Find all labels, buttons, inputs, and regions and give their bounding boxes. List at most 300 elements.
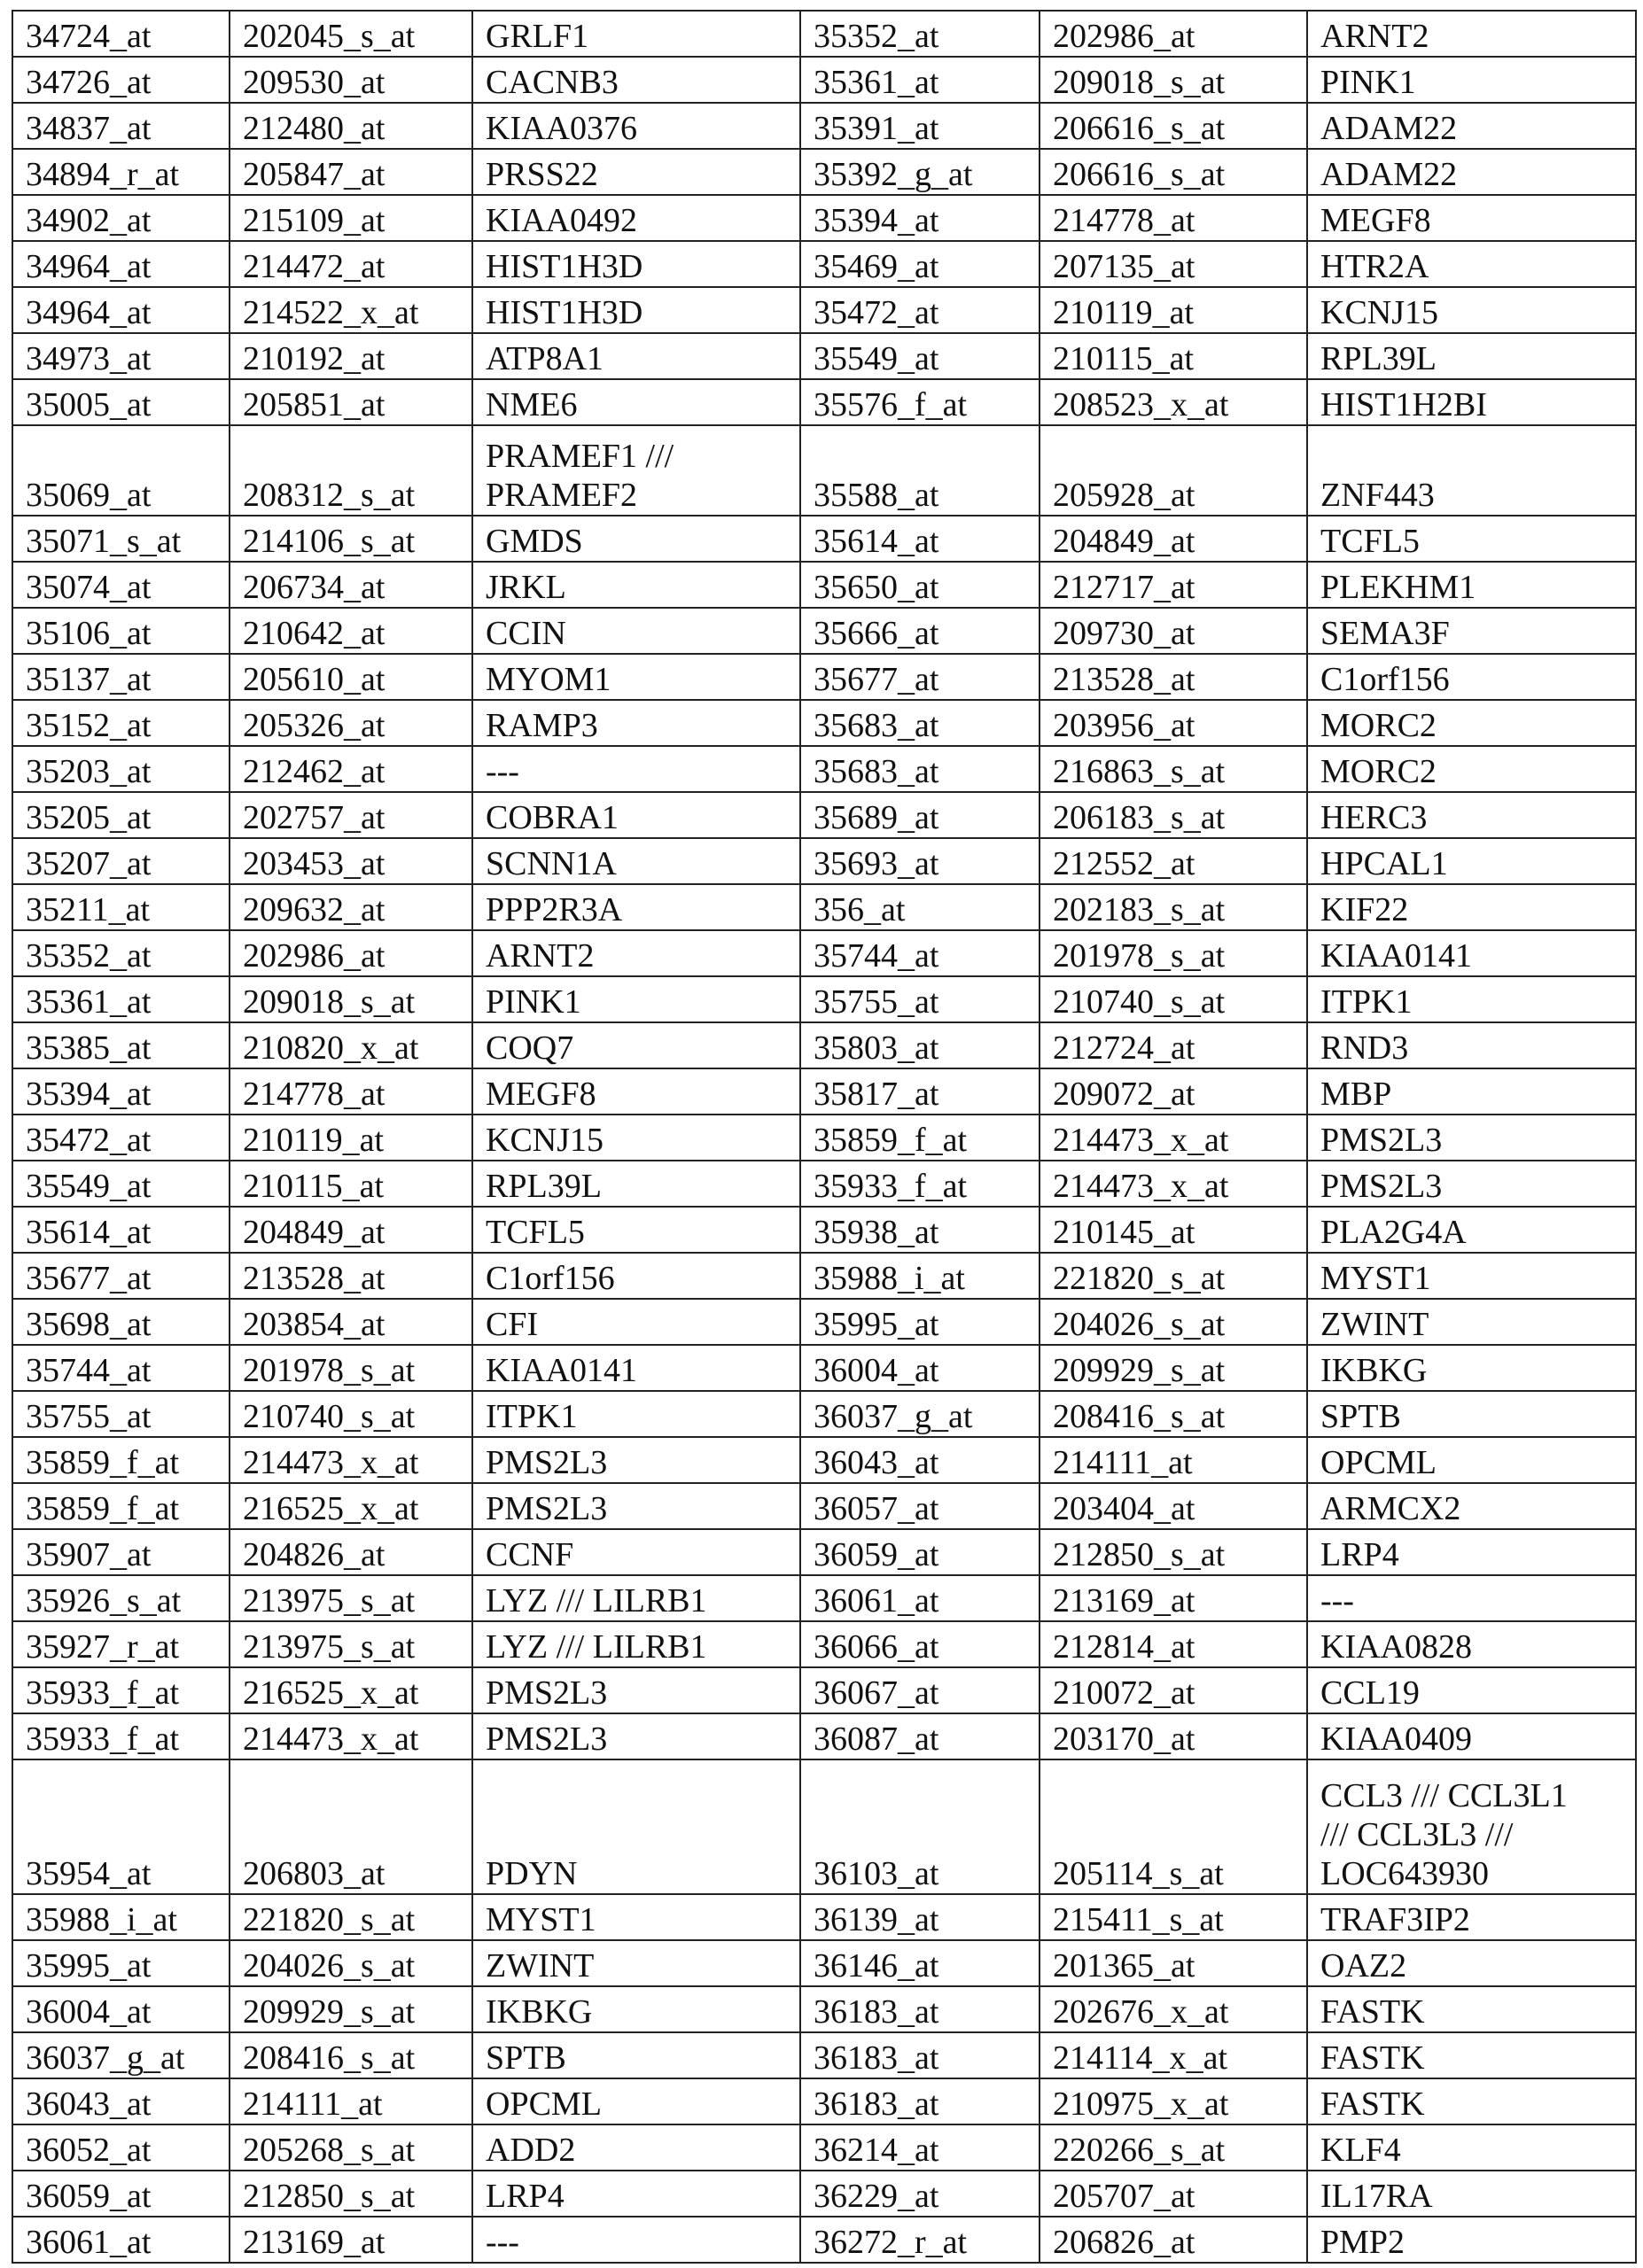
cell-probe-id-d: 202676_x_at [1040,1986,1307,2032]
cell-probe-id-a: 35926_s_at [12,1575,230,1621]
cell-gene-symbol-2: ITPK1 [1307,976,1636,1022]
cell-gene-symbol: CCNF [472,1529,800,1575]
cell-probe-id-a: 35907_at [12,1529,230,1575]
cell-probe-id-c: 36183_at [800,2032,1040,2078]
table-row [12,1161,1636,1207]
cell-probe-id-c: 35588_at [800,425,1040,516]
cell-probe-id-c: 35391_at [800,103,1040,149]
cell-gene-symbol: CACNB3 [472,57,800,103]
cell-gene-symbol-2: ADAM22 [1307,103,1636,149]
cell-probe-id-b: 215109_at [230,195,472,241]
cell-gene-symbol-2: KLF4 [1307,2124,1636,2171]
cell-probe-id-d: 209018_s_at [1040,57,1307,103]
cell-probe-id-c: 35650_at [800,562,1040,608]
table-row [12,930,1636,976]
table-row [12,1529,1636,1575]
cell-gene-symbol: JRKL [472,562,800,608]
cell-probe-id-c: 35352_at [800,11,1040,57]
table-row [12,1940,1636,1986]
table-row [12,1713,1636,1759]
cell-gene-symbol: PMS2L3 [472,1713,800,1759]
cell-probe-id-b: 205326_at [230,700,472,746]
cell-gene-symbol-2: ARNT2 [1307,11,1636,57]
cell-probe-id-d: 216863_s_at [1040,746,1307,792]
cell-probe-id-b: 214111_at [230,2078,472,2124]
cell-probe-id-d: 213528_at [1040,654,1307,700]
cell-probe-id-d: 210975_x_at [1040,2078,1307,2124]
cell-probe-id-d: 203956_at [1040,700,1307,746]
cell-probe-id-d: 212814_at [1040,1621,1307,1667]
cell-probe-id-c: 35938_at [800,1207,1040,1253]
cell-gene-symbol: SPTB [472,2032,800,2078]
cell-probe-id-b: 208416_s_at [230,2032,472,2078]
cell-probe-id-b: 210642_at [230,608,472,654]
cell-probe-id-a: 35074_at [12,562,230,608]
cell-gene-symbol-2: HTR2A [1307,241,1636,287]
cell-probe-id-a: 36052_at [12,2124,230,2171]
cell-gene-symbol: CCIN [472,608,800,654]
cell-gene-symbol-2: PMP2 [1307,2217,1636,2263]
cell-probe-id-a: 35211_at [12,884,230,930]
cell-gene-symbol: GMDS [472,516,800,562]
cell-probe-id-d: 201978_s_at [1040,930,1307,976]
cell-probe-id-d: 209072_at [1040,1068,1307,1115]
cell-probe-id-b: 213528_at [230,1253,472,1299]
cell-probe-id-a: 35472_at [12,1115,230,1161]
cell-probe-id-b: 204026_s_at [230,1940,472,1986]
cell-probe-id-d: 210145_at [1040,1207,1307,1253]
cell-probe-id-a: 34726_at [12,57,230,103]
cell-probe-id-b: 213169_at [230,2217,472,2263]
cell-probe-id-c: 35755_at [800,976,1040,1022]
table-row [12,333,1636,379]
cell-probe-id-c: 35689_at [800,792,1040,838]
cell-probe-id-b: 221820_s_at [230,1894,472,1940]
cell-probe-id-a: 34894_r_at [12,149,230,195]
cell-gene-symbol-2: HPCAL1 [1307,838,1636,884]
cell-gene-symbol-2: PMS2L3 [1307,1161,1636,1207]
cell-probe-id-d: 215411_s_at [1040,1894,1307,1940]
cell-probe-id-d: 214473_x_at [1040,1115,1307,1161]
cell-probe-id-a: 34964_at [12,287,230,333]
cell-probe-id-d: 206826_at [1040,2217,1307,2263]
cell-gene-symbol: LYZ /// LILRB1 [472,1575,800,1621]
cell-gene-symbol: LYZ /// LILRB1 [472,1621,800,1667]
cell-probe-id-a: 35988_i_at [12,1894,230,1940]
cell-gene-symbol-2: KIAA0141 [1307,930,1636,976]
cell-probe-id-c: 36139_at [800,1894,1040,1940]
cell-probe-id-b: 209929_s_at [230,1986,472,2032]
cell-probe-id-c: 35859_f_at [800,1115,1040,1161]
cell-probe-id-b: 202045_s_at [230,11,472,57]
cell-probe-id-d: 204026_s_at [1040,1299,1307,1345]
cell-probe-id-a: 35205_at [12,792,230,838]
cell-probe-id-a: 35698_at [12,1299,230,1345]
cell-gene-symbol: LRP4 [472,2171,800,2217]
table-row [12,1391,1636,1437]
cell-gene-symbol: CFI [472,1299,800,1345]
cell-probe-id-d: 205928_at [1040,425,1307,516]
cell-probe-id-d: 210119_at [1040,287,1307,333]
cell-probe-id-b: 203453_at [230,838,472,884]
cell-gene-symbol: PMS2L3 [472,1483,800,1529]
cell-probe-id-c: 35361_at [800,57,1040,103]
table-row [12,2171,1636,2217]
cell-probe-id-c: 36067_at [800,1667,1040,1713]
cell-probe-id-b: 210192_at [230,333,472,379]
cell-probe-id-c: 35469_at [800,241,1040,287]
table-row [12,1575,1636,1621]
cell-probe-id-b: 208312_s_at [230,425,472,516]
cell-probe-id-c: 36183_at [800,2078,1040,2124]
cell-probe-id-c: 36037_g_at [800,1391,1040,1437]
cell-gene-symbol: RPL39L [472,1161,800,1207]
cell-gene-symbol-2: CCL3 /// CCL3L1 /// CCL3L3 /// LOC643930 [1307,1759,1636,1894]
table-row [12,1986,1636,2032]
table-row [12,562,1636,608]
cell-probe-id-a: 35152_at [12,700,230,746]
cell-probe-id-a: 35071_s_at [12,516,230,562]
cell-probe-id-c: 35995_at [800,1299,1040,1345]
cell-probe-id-d: 201365_at [1040,1940,1307,1986]
cell-probe-id-c: 35683_at [800,700,1040,746]
cell-probe-id-b: 214473_x_at [230,1713,472,1759]
table-row [12,654,1636,700]
cell-probe-id-a: 34837_at [12,103,230,149]
cell-gene-symbol-2: IL17RA [1307,2171,1636,2217]
cell-probe-id-d: 210740_s_at [1040,976,1307,1022]
cell-probe-id-c: 36272_r_at [800,2217,1040,2263]
cell-probe-id-d: 203170_at [1040,1713,1307,1759]
cell-probe-id-a: 35361_at [12,976,230,1022]
table-row [12,57,1636,103]
table-row [12,516,1636,562]
cell-probe-id-a: 35755_at [12,1391,230,1437]
cell-probe-id-c: 36057_at [800,1483,1040,1529]
table-row [12,1345,1636,1391]
cell-probe-id-b: 210820_x_at [230,1022,472,1068]
cell-probe-id-a: 35549_at [12,1161,230,1207]
cell-probe-id-b: 210740_s_at [230,1391,472,1437]
cell-gene-symbol: KIAA0376 [472,103,800,149]
cell-gene-symbol: IKBKG [472,1986,800,2032]
cell-probe-id-a: 36037_g_at [12,2032,230,2078]
cell-probe-id-a: 35352_at [12,930,230,976]
cell-gene-symbol-2: MYST1 [1307,1253,1636,1299]
table-row [12,2124,1636,2171]
cell-probe-id-a: 35137_at [12,654,230,700]
gene-probe-table [12,10,1637,2264]
cell-gene-symbol-2: KIAA0409 [1307,1713,1636,1759]
table-row [12,608,1636,654]
cell-probe-id-b: 214472_at [230,241,472,287]
cell-probe-id-c: 36066_at [800,1621,1040,1667]
cell-probe-id-a: 34964_at [12,241,230,287]
table-row [12,379,1636,425]
cell-probe-id-b: 204826_at [230,1529,472,1575]
cell-probe-id-b: 212480_at [230,103,472,149]
cell-probe-id-a: 35927_r_at [12,1621,230,1667]
cell-gene-symbol: ZWINT [472,1940,800,1986]
cell-probe-id-a: 35203_at [12,746,230,792]
cell-gene-symbol: GRLF1 [472,11,800,57]
cell-gene-symbol: MEGF8 [472,1068,800,1115]
cell-probe-id-b: 209530_at [230,57,472,103]
cell-probe-id-d: 203404_at [1040,1483,1307,1529]
cell-gene-symbol-2: ZNF443 [1307,425,1636,516]
cell-probe-id-c: 36146_at [800,1940,1040,1986]
cell-probe-id-b: 202757_at [230,792,472,838]
cell-probe-id-d: 202183_s_at [1040,884,1307,930]
cell-gene-symbol: MYOM1 [472,654,800,700]
cell-probe-id-d: 202986_at [1040,11,1307,57]
table-row [12,287,1636,333]
cell-probe-id-a: 36004_at [12,1986,230,2032]
cell-probe-id-a: 35106_at [12,608,230,654]
table-row [12,2217,1636,2263]
table-row [12,2032,1636,2078]
cell-probe-id-c: 36087_at [800,1713,1040,1759]
cell-probe-id-a: 35207_at [12,838,230,884]
cell-probe-id-d: 221820_s_at [1040,1253,1307,1299]
cell-probe-id-a: 35614_at [12,1207,230,1253]
cell-gene-symbol-2: MORC2 [1307,700,1636,746]
cell-gene-symbol-2: --- [1307,1575,1636,1621]
cell-probe-id-c: 36183_at [800,1986,1040,2032]
cell-probe-id-b: 214522_x_at [230,287,472,333]
table-row [12,241,1636,287]
cell-probe-id-c: 35803_at [800,1022,1040,1068]
table-row [12,1437,1636,1483]
cell-gene-symbol-2: KIAA0828 [1307,1621,1636,1667]
cell-probe-id-d: 208416_s_at [1040,1391,1307,1437]
cell-probe-id-a: 35385_at [12,1022,230,1068]
cell-probe-id-c: 35744_at [800,930,1040,976]
cell-probe-id-c: 35392_g_at [800,149,1040,195]
cell-gene-symbol-2: CCL19 [1307,1667,1636,1713]
cell-probe-id-d: 206183_s_at [1040,792,1307,838]
cell-probe-id-b: 210115_at [230,1161,472,1207]
cell-gene-symbol-2: KCNJ15 [1307,287,1636,333]
cell-probe-id-a: 35005_at [12,379,230,425]
cell-gene-symbol-2: ADAM22 [1307,149,1636,195]
cell-probe-id-a: 34973_at [12,333,230,379]
cell-probe-id-d: 213169_at [1040,1575,1307,1621]
cell-probe-id-c: 356_at [800,884,1040,930]
cell-gene-symbol-2: PMS2L3 [1307,1115,1636,1161]
cell-gene-symbol: PMS2L3 [472,1437,800,1483]
cell-probe-id-b: 212850_s_at [230,2171,472,2217]
cell-gene-symbol-2: ZWINT [1307,1299,1636,1345]
cell-probe-id-c: 36004_at [800,1345,1040,1391]
cell-probe-id-d: 209730_at [1040,608,1307,654]
cell-probe-id-a: 35933_f_at [12,1713,230,1759]
table-row [12,1253,1636,1299]
cell-probe-id-d: 214473_x_at [1040,1161,1307,1207]
cell-probe-id-b: 204849_at [230,1207,472,1253]
cell-probe-id-d: 210115_at [1040,333,1307,379]
cell-gene-symbol: ARNT2 [472,930,800,976]
cell-gene-symbol-2: HERC3 [1307,792,1636,838]
cell-gene-symbol: KIAA0141 [472,1345,800,1391]
cell-gene-symbol-2: C1orf156 [1307,654,1636,700]
cell-probe-id-a: 35394_at [12,1068,230,1115]
cell-probe-id-d: 209929_s_at [1040,1345,1307,1391]
table-row [12,792,1636,838]
cell-gene-symbol-2: PLA2G4A [1307,1207,1636,1253]
cell-probe-id-a: 36059_at [12,2171,230,2217]
table-row [12,1621,1636,1667]
table-row [12,700,1636,746]
table-row [12,976,1636,1022]
cell-gene-symbol-2: HIST1H2BI [1307,379,1636,425]
cell-probe-id-d: 205114_s_at [1040,1759,1307,1894]
cell-probe-id-d: 207135_at [1040,241,1307,287]
cell-gene-symbol: SCNN1A [472,838,800,884]
cell-gene-symbol-2: LRP4 [1307,1529,1636,1575]
cell-probe-id-d: 214111_at [1040,1437,1307,1483]
cell-probe-id-b: 205268_s_at [230,2124,472,2171]
cell-gene-symbol-2: MEGF8 [1307,195,1636,241]
cell-probe-id-b: 213975_s_at [230,1575,472,1621]
cell-probe-id-c: 36061_at [800,1575,1040,1621]
cell-probe-id-c: 35677_at [800,654,1040,700]
cell-gene-symbol-2: IKBKG [1307,1345,1636,1391]
cell-probe-id-a: 36043_at [12,2078,230,2124]
cell-gene-symbol: C1orf156 [472,1253,800,1299]
cell-gene-symbol: COQ7 [472,1022,800,1068]
cell-gene-symbol-2: KIF22 [1307,884,1636,930]
cell-probe-id-c: 36229_at [800,2171,1040,2217]
table-row [12,195,1636,241]
cell-probe-id-b: 201978_s_at [230,1345,472,1391]
cell-probe-id-c: 36059_at [800,1529,1040,1575]
cell-probe-id-c: 35817_at [800,1068,1040,1115]
cell-probe-id-d: 212850_s_at [1040,1529,1307,1575]
cell-gene-symbol-2: MORC2 [1307,746,1636,792]
cell-gene-symbol-2: RPL39L [1307,333,1636,379]
cell-gene-symbol: MYST1 [472,1894,800,1940]
cell-probe-id-c: 35549_at [800,333,1040,379]
table-row [12,1115,1636,1161]
cell-probe-id-a: 35954_at [12,1759,230,1894]
cell-probe-id-c: 35683_at [800,746,1040,792]
cell-probe-id-d: 220266_s_at [1040,2124,1307,2171]
cell-gene-symbol: PRSS22 [472,149,800,195]
cell-probe-id-c: 36043_at [800,1437,1040,1483]
cell-probe-id-d: 212717_at [1040,562,1307,608]
cell-probe-id-d: 210072_at [1040,1667,1307,1713]
cell-gene-symbol-2: FASTK [1307,2078,1636,2124]
cell-gene-symbol-2: SEMA3F [1307,608,1636,654]
cell-probe-id-b: 202986_at [230,930,472,976]
cell-probe-id-c: 35614_at [800,516,1040,562]
cell-gene-symbol: NME6 [472,379,800,425]
cell-gene-symbol-2: TCFL5 [1307,516,1636,562]
cell-probe-id-b: 214778_at [230,1068,472,1115]
cell-probe-id-c: 35666_at [800,608,1040,654]
cell-gene-symbol: OPCML [472,2078,800,2124]
cell-gene-symbol-2: PINK1 [1307,57,1636,103]
table-row [12,11,1636,57]
cell-gene-symbol-2: RND3 [1307,1022,1636,1068]
cell-gene-symbol: PPP2R3A [472,884,800,930]
cell-probe-id-a: 35933_f_at [12,1667,230,1713]
cell-probe-id-d: 214114_x_at [1040,2032,1307,2078]
cell-probe-id-c: 35933_f_at [800,1161,1040,1207]
table-row [12,1022,1636,1068]
cell-gene-symbol: PMS2L3 [472,1667,800,1713]
table-row [12,1894,1636,1940]
cell-probe-id-c: 35576_f_at [800,379,1040,425]
cell-gene-symbol: KCNJ15 [472,1115,800,1161]
cell-probe-id-b: 212462_at [230,746,472,792]
cell-gene-symbol-2: SPTB [1307,1391,1636,1437]
cell-probe-id-a: 35859_f_at [12,1483,230,1529]
cell-probe-id-b: 209018_s_at [230,976,472,1022]
table-row [12,1299,1636,1345]
cell-probe-id-d: 208523_x_at [1040,379,1307,425]
cell-probe-id-c: 35988_i_at [800,1253,1040,1299]
cell-gene-symbol: HIST1H3D [472,287,800,333]
cell-probe-id-c: 35693_at [800,838,1040,884]
table-row [12,884,1636,930]
table-row [12,1207,1636,1253]
cell-gene-symbol: PDYN [472,1759,800,1894]
table-body [12,11,1636,2263]
table-row [12,1667,1636,1713]
table-row [12,2078,1636,2124]
cell-probe-id-c: 36214_at [800,2124,1040,2171]
cell-probe-id-b: 205610_at [230,654,472,700]
cell-gene-symbol-2: ARMCX2 [1307,1483,1636,1529]
cell-probe-id-b: 205847_at [230,149,472,195]
cell-probe-id-d: 204849_at [1040,516,1307,562]
cell-probe-id-c: 35472_at [800,287,1040,333]
cell-gene-symbol: PINK1 [472,976,800,1022]
cell-probe-id-a: 35744_at [12,1345,230,1391]
cell-probe-id-d: 206616_s_at [1040,149,1307,195]
cell-gene-symbol: COBRA1 [472,792,800,838]
cell-probe-id-b: 216525_x_at [230,1483,472,1529]
cell-gene-symbol: --- [472,746,800,792]
table-row [12,838,1636,884]
cell-gene-symbol-2: FASTK [1307,1986,1636,2032]
cell-probe-id-a: 34902_at [12,195,230,241]
cell-gene-symbol: --- [472,2217,800,2263]
cell-probe-id-b: 214106_s_at [230,516,472,562]
table-row [12,1068,1636,1115]
cell-probe-id-b: 214473_x_at [230,1437,472,1483]
cell-probe-id-d: 206616_s_at [1040,103,1307,149]
table-row [12,149,1636,195]
cell-probe-id-a: 35677_at [12,1253,230,1299]
cell-probe-id-d: 212724_at [1040,1022,1307,1068]
cell-probe-id-d: 212552_at [1040,838,1307,884]
cell-gene-symbol: ADD2 [472,2124,800,2171]
cell-probe-id-b: 206734_at [230,562,472,608]
cell-probe-id-b: 209632_at [230,884,472,930]
cell-probe-id-a: 35069_at [12,425,230,516]
table-row [12,103,1636,149]
cell-probe-id-a: 34724_at [12,11,230,57]
cell-probe-id-a: 35995_at [12,1940,230,1986]
cell-probe-id-c: 36103_at [800,1759,1040,1894]
cell-probe-id-b: 203854_at [230,1299,472,1345]
cell-probe-id-b: 216525_x_at [230,1667,472,1713]
cell-probe-id-c: 35394_at [800,195,1040,241]
table-row [12,746,1636,792]
